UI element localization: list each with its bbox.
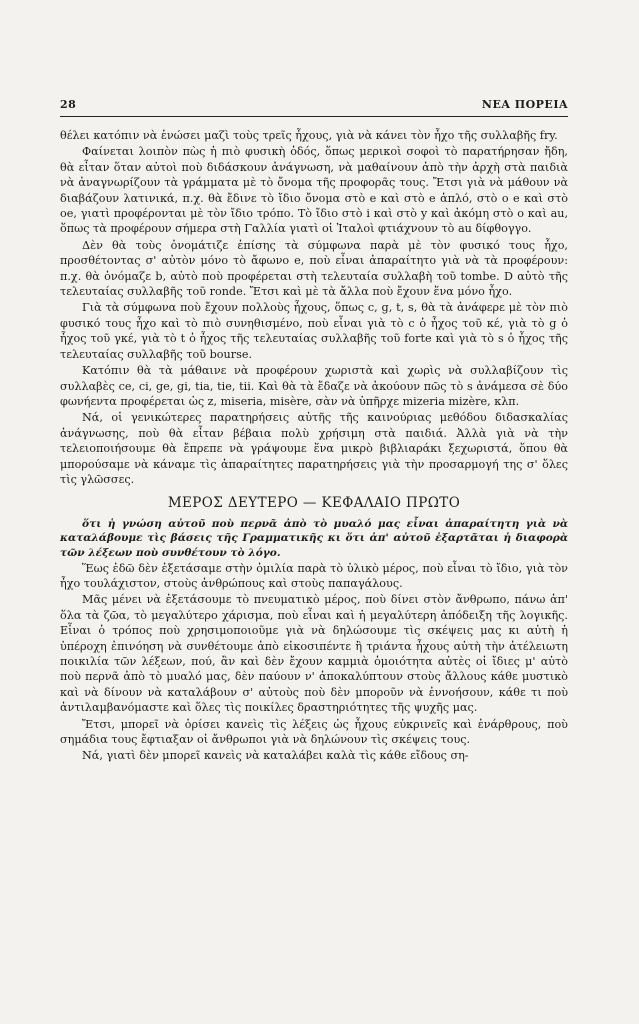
paragraph: Ἕως ἐδῶ δὲν ἐξετάσαμε στὴν ὁμιλία παρὰ τὸ ὑλικὸ μέρος, ποὺ εἶναι τὸ ἴδιο, γιὰ τὸν ἦχο τουλάχιστον, στοὺς ἀνθρώπους καὶ στοὺς παπαγάλους.	[60, 561, 568, 590]
paragraph: Νά, γιατὶ δὲν μπορεῖ κανεὶς νὰ καταλάβει καλὰ τὶς κάθε εἴδους ση-	[82, 749, 469, 763]
paragraph: Μᾶς μένει νὰ ἐξετάσουμε τὸ πνευματικὸ μέρος, ποὺ δίνει στὸν ἄνθρωπο, πάνω ἀπ' ὅλα τὰ ζῶα, τὸ μεγαλύτερο χάρισμα, ποὺ εἶναι καὶ ἡ μεγαλύτερη ἀπόδειξη τῆς λογικῆς. Εἶναι ὁ τρόπος ποὺ χρησιμοποιοῦμε γιὰ νὰ δηλώσουμε τὶς σκέψεις μας κι αὐτὴ ἡ ὑπέροχη ἐπινόηση νὰ συνθέτουμε ἀπὸ εἰκοσιπέντε ἢ τριάντα ἦχους αὐτὴ τὴν ἀτέλειωτη ποικιλία τῶν λέξεων, πού, ἂν καὶ δὲν ἔχουν καμμιὰ ὁμοιότητα αὐτὲς οἱ ἴδιες μ' αὐτὸ ποὺ περνᾶ ἀπὸ τὸ μυαλό μας, δὲν παύουν ν' ἀποκαλύπτουν στοὺς ἄλλους κάθε μυστικὸ καὶ νὰ δίνουν νὰ καταλάβουν σ' αὐτοὺς ποὺ δὲν μποροῦν νὰ ἐννοήσουν, κάθε τι ποὺ ἀντιλαμβανόμαστε καὶ ὅλες τὶς ποικίλες δραστηριότητες τῆς ψυχῆς μας.	[60, 593, 568, 715]
paragraph: Κατόπιν θὰ τὰ μάθαινε νὰ προφέρουν χωριστὰ καὶ χωρὶς νὰ συλλαβίζουν τὶς συλλαβὲς ce, ci, ge, gi, tia, tie, tii. Καὶ θὰ τὰ ἔδαζε νὰ ἀκούουν πῶς τὸ s ἀνάμεσα σὲ δύο φωνήεντα προφέρεται ὡς z, miseria, misère, σὰν νὰ ὑπῆρχε mizeria mizère, κλπ.	[60, 364, 568, 408]
paragraph: Ἔτσι, μπορεῖ νὰ ὁρίσει κανεὶς τὶς λέξεις ὡς ἦχους εὐκρινεῖς καὶ ἐνάρθρους, ποὺ σημάδια τους ἔφτιαξαν οἱ ἄνθρωποι γιὰ νὰ δηλώνουν τὶς σκέψεις τους.	[60, 717, 568, 746]
paragraph: Νά, οἱ γενικώτερες παρατηρήσεις αὐτῆς τῆς καινούριας μεθόδου διδασκαλίας ἀνάγνωσης, ποὺ θὰ εἶταν βέβαια πολὺ χρήσιμη στὰ παιδιά. Ἀλλὰ γιὰ νὰ τὴν τελειοποιήσουμε θὰ ἔπρεπε νὰ γράψουμε ἕνα μικρὸ βιβλιαράκι ξεχωριστά, ὅπου θὰ μπορούσαμε νὰ κάναμε τὶς ἀπαραίτητες παρατηρήσεις γιὰ τὴν προσαρμογή της σ' ὅλες τὶς γλῶσσες.	[60, 411, 568, 486]
page-header	[60, 98, 568, 114]
running-title: ΝΕΑ ΠΟΡΕΙΑ	[481, 98, 568, 111]
paragraph: Γιὰ τὰ σύμφωνα ποὺ ἔχουν πολλοὺς ἦχους, ὅπως c, g, t, s, θὰ τὰ ἀνάφερε μὲ τὸν πιὸ φυσικό τους ἦχο καὶ τὸ πιὸ συνηθισμένο, ποὺ εἶναι γιὰ τὸ c ὁ ἦχος τοῦ κέ, γιὰ τὸ g ὁ ἦχος τοῦ γκέ, γιὰ τὸ t ὁ ἦχος τῆς τελευταίας συλλαβῆς τοῦ forte καὶ γιὰ τὸ s ὁ ἦχος τῆς τελευταίας συλλαβῆς τοῦ bourse.	[60, 301, 568, 361]
section-summary: ὅτι ἡ γνώση αὐτοῦ ποὺ περνᾶ ἀπὸ τὸ μυαλό μας εἶναι ἀπαραίτητη γιὰ νὰ καταλάβουμε τὶς βάσεις τῆς Γραμματικῆς κι ὅτι ἀπ' αὐτοῦ ἐξαρτᾶται ἡ διαφορὰ τῶν λέξεων ποὺ συνθέτουν τὸ λόγο.	[60, 517, 568, 559]
section-heading: ΜΕΡΟΣ ΔΕΥΤΕΡΟ — ΚΕΦΑΛΑΙΟ ΠΡΩΤΟ	[167, 495, 461, 512]
paragraph: Φαίνεται λοιπὸν πὼς ἡ πιὸ φυσικὴ ὁδός, ὅπως μερικοὶ σοφοὶ τὸ παρατήρησαν ἤδη, θὰ εἶταν ὅταν αὐτοὶ ποὺ διδάσκουν ἀνάγνωση, νὰ μαθαίνουν ἀπὸ τὴν ἀρχὴ στὰ παιδιὰ νὰ ἀναγνωρίζουν τὰ γράμματα μὲ τὸ ὄνομα τῆς προφορᾶς τους. Ἔτσι γιὰ νὰ μάθουν νὰ διαβάζουν λατινικά, π.χ. θὰ ἔδινε τὸ ἴδιο ὄνομα στὸ e καὶ στὸ e ἁπλό, στὸ o e καὶ στὸ oe, γιατὶ προφέρονται μὲ τὸν ἴδιο τρόπο. Τὸ ἴδιο στὸ i καὶ στὸ y καὶ ἀκόμη στὸ o καὶ au, ὅπως τὰ προφέρουν σήμερα στὴ Γαλλία γιατὶ οἱ Ἰταλοὶ φτιάχνουν τὸ au δίφθογγο.	[60, 145, 568, 236]
paragraph: θέλει κατόπιν νὰ ἑνώσει μαζὶ τοὺς τρεῖς ἦχους, γιὰ νὰ κάνει τὸν ἦχο τῆς συλλαβῆς fry.	[60, 129, 558, 142]
header-rule	[60, 116, 568, 117]
paragraph: Δὲν θὰ τοὺς ὀνομάτιζε ἐπίσης τὰ σύμφωνα παρὰ μὲ τὸν φυσικό τους ἦχο, προσθέτοντας σ' αὐτὸν μόνο τὸ ἄφωνο e, ποὺ εἶναι ἀπαραίτητο γιὰ νὰ τὰ προφέρουν: π.χ. θὰ ὀνόμαζε b, αὐτὸ ποὺ προφέρεται στὴ τελευταία συλλαβὴ τοῦ tombe. D αὐτὸ τῆς τελευταίας συλλαβῆς τοῦ ronde. Ἔτσι καὶ μὲ τὰ ἄλλα ποὺ ἔχουν ἕνα μόνο ἦχο.	[60, 238, 568, 299]
page-number: 28	[60, 98, 77, 111]
page-body	[60, 128, 568, 764]
